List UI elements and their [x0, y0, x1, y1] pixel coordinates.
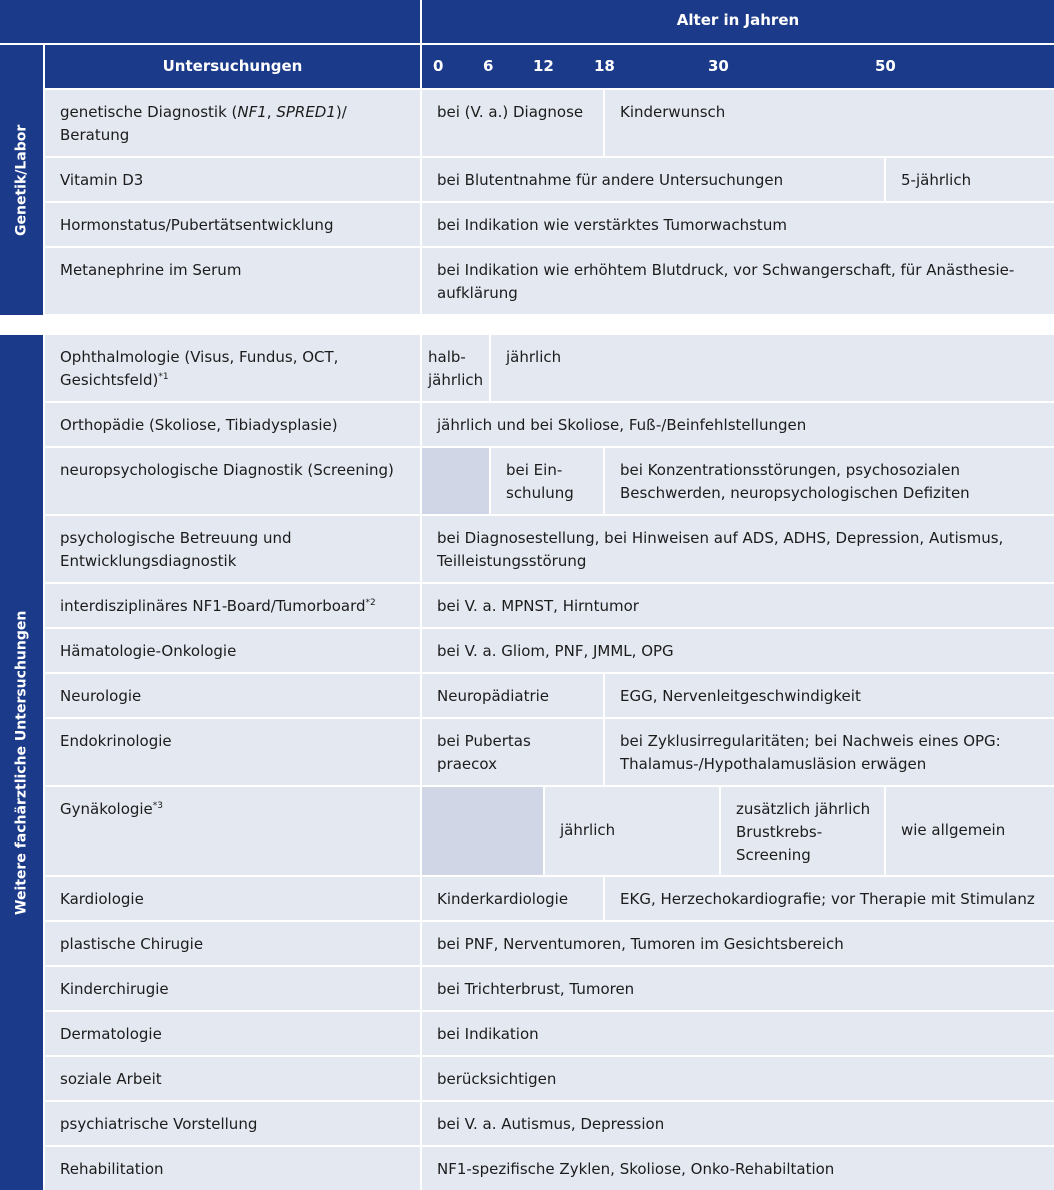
- row-label-vitd: Vitamin D3: [45, 158, 420, 201]
- row-label-neuro: Neurologie: [45, 674, 420, 717]
- cell-psych: bei Diagnosestellung, bei Hinweisen auf ADS, ADHS, Depression, Autismus, Teilleistungsstörung: [422, 516, 1054, 582]
- age-tick-12: 12: [533, 57, 554, 75]
- row-label-psychiat: psychiatrische Vorstellung: [45, 1102, 420, 1145]
- age-tick-30: 30: [708, 57, 729, 75]
- cell-sozial: berücksichtigen: [422, 1057, 1054, 1100]
- cell-board: bei V. a. MPNST, Hirntumor: [422, 584, 1054, 627]
- exam-header: Untersuchungen: [162, 57, 303, 75]
- cell-vitd-5yearly: 5-jährlich: [886, 158, 1054, 201]
- cell-genetik-diagnosis: bei (V. a.) Diagnose: [422, 90, 603, 156]
- row-label-kardio: Kardiologie: [45, 877, 420, 920]
- cell-kardio-ekg: EKG, Herzechokardiografie; vor Therapie mit Stimulanz: [605, 877, 1054, 920]
- cell-neuropsy-school: bei Ein-schulung: [491, 448, 603, 514]
- cell-hormon: bei Indikation wie verstärktes Tumorwachstum: [422, 203, 1054, 246]
- cell-ophth-halfyearly: halb-jährlich: [422, 335, 489, 401]
- row-label-ortho: Orthopädie (Skoliose, Tibiadysplasie): [45, 403, 420, 446]
- age-tick-50: 50: [875, 57, 896, 75]
- row-label-derma: Dermatologie: [45, 1012, 420, 1055]
- cell-gyn-yearly: jährlich: [545, 787, 719, 875]
- row-label-board: interdisziplinäres NF1-Board/Tumorboard$^{*2}$: [45, 584, 420, 627]
- cell-gyn-general: wie allgemein: [886, 787, 1054, 875]
- cell-vitd-bloodsample: bei Blutentnahme für andere Untersuchungen: [422, 158, 884, 201]
- row-label-plast: plastische Chirugie: [45, 922, 420, 965]
- age-title: Alter in Jahren: [676, 11, 800, 29]
- cell-metan: bei Indikation wie erhöhtem Blutdruck, vor Schwangerschaft, für Anästhesie-aufklärung: [422, 248, 1054, 314]
- row-label-reha: Rehabilitation: [45, 1147, 420, 1190]
- row-label-psych: psychologische Betreuung und Entwicklungsdiagnostik: [45, 516, 420, 582]
- cell-kinderchir: bei Trichterbrust, Tumoren: [422, 967, 1054, 1010]
- row-label-kinderchir: Kinderchirugie: [45, 967, 420, 1010]
- cell-endo-praecox: bei Pubertas praecox: [422, 719, 603, 785]
- cell-neuro-pediatric: Neuropädiatrie: [422, 674, 603, 717]
- age-tick-18: 18: [594, 57, 615, 75]
- age-tick-6: 6: [483, 57, 494, 75]
- header-divider-horizontal: [0, 43, 1054, 45]
- row-label-genetik: genetische Diagnostik (NF1, SPRED1)/ Beratung: [45, 90, 420, 156]
- cell-gyn-empty: [422, 787, 543, 875]
- row-label-gyn: Gynäkologie$^{*3}$: [45, 787, 420, 875]
- age-tick-0: 0: [433, 57, 444, 75]
- cell-psychiat: bei V. a. Autismus, Depression: [422, 1102, 1054, 1145]
- group-label-specialist: Weitere fachärztliche Untersuchungen: [0, 335, 43, 1190]
- cell-neuropsy-empty: [422, 448, 489, 514]
- row-label-neuropsy: neuropsychologische Diagnostik (Screening): [45, 448, 420, 514]
- cell-ortho: jährlich und bei Skoliose, Fuß-/Beinfehlstellungen: [422, 403, 1054, 446]
- row-label-hormon: Hormonstatus/Pubertätsentwicklung: [45, 203, 420, 246]
- cell-gyn-screening: zusätzlich jährlich Brustkrebs-Screening: [721, 787, 884, 875]
- cell-genetik-wish: Kinderwunsch: [605, 90, 1054, 156]
- row-label-endo: Endokrinologie: [45, 719, 420, 785]
- cell-reha: NF1-spezifische Zyklen, Skoliose, Onko-Rehabiltation: [422, 1147, 1054, 1190]
- cell-plast: bei PNF, Nerventumoren, Tumoren im Gesichtsbereich: [422, 922, 1054, 965]
- cell-endo-cycle: bei Zyklusirregularitäten; bei Nachweis eines OPG: Thalamus-/Hypothalamusläsion erwägen: [605, 719, 1054, 785]
- group-label-genetics: Genetik/Labor: [0, 45, 43, 315]
- row-label-haem: Hämatologie-Onkologie: [45, 629, 420, 672]
- cell-haem: bei V. a. Gliom, PNF, JMML, OPG: [422, 629, 1054, 672]
- row-label-sozial: soziale Arbeit: [45, 1057, 420, 1100]
- row-label-metan: Metanephrine im Serum: [45, 248, 420, 314]
- row-label-ophth: Ophthalmologie (Visus, Fundus, OCT, Gesichtsfeld)$^{*1}$: [45, 335, 420, 401]
- cell-neuropsy-indication: bei Konzentrationsstörungen, psychosozialen Beschwerden, neuropsychologischen Defiziten: [605, 448, 1054, 514]
- cell-derma: bei Indikation: [422, 1012, 1054, 1055]
- cell-ophth-yearly: jährlich: [491, 335, 1054, 401]
- cell-neuro-egg: EGG, Nervenleitgeschwindigkeit: [605, 674, 1054, 717]
- cell-kardio-child: Kinderkardiologie: [422, 877, 603, 920]
